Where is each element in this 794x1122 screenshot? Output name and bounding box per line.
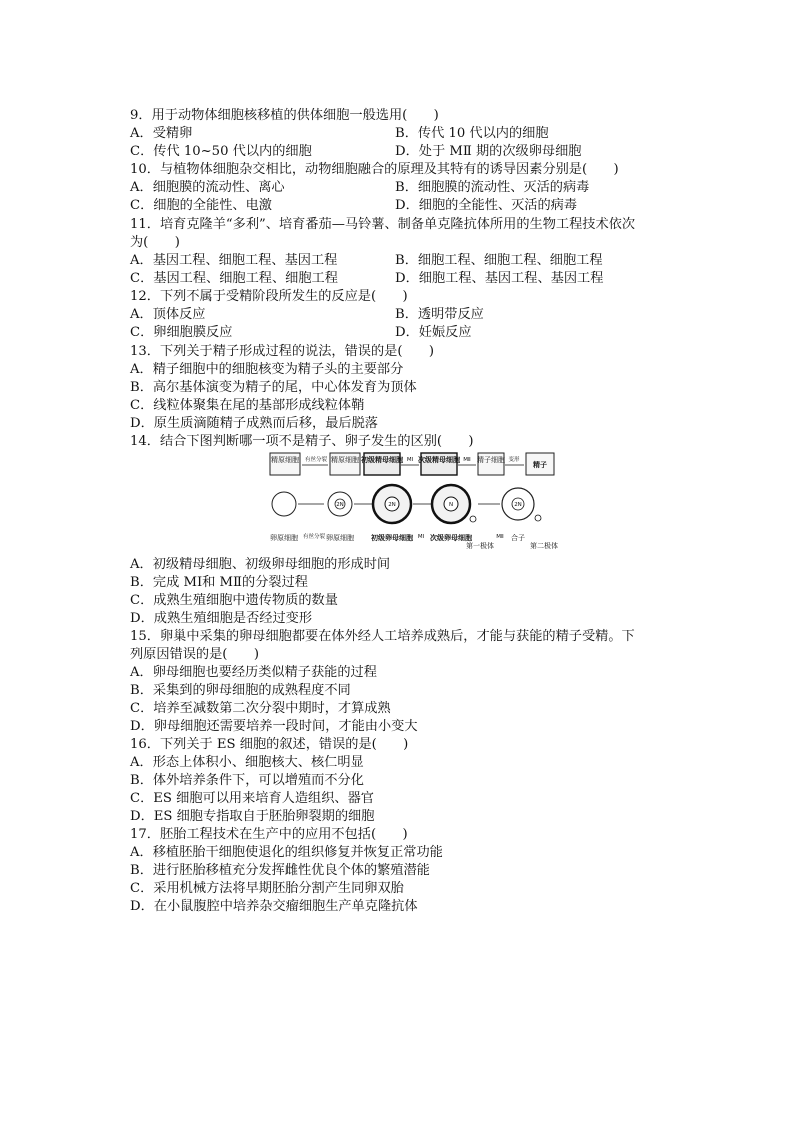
question-11-stem-line-1: 11．培育克隆羊“多利”、培育番茄—马铃薯、制备单克隆抗体所用的生物工程技术依次 xyxy=(130,217,636,232)
question-11-options-row-1 xyxy=(130,252,670,270)
first-polar-body xyxy=(470,516,476,522)
egg-label-9: 第二极体 xyxy=(530,542,558,550)
q11-option-d: D．细胞工程、基因工程、基因工程 xyxy=(395,271,604,286)
q10-option-b: B．细胞膜的流动性、灭活的病毒 xyxy=(395,180,590,195)
q10-option-d: D．细胞的全能性、灭活的病毒 xyxy=(395,198,578,213)
sperm-label-1: 有丝分裂 xyxy=(304,457,328,463)
sperm-label-4: MⅠ xyxy=(406,457,414,463)
egg-label-8: 合子 xyxy=(511,534,525,542)
q17-option-d: D．在小鼠腹腔中培养杂交瘤细胞生产单克隆抗体 xyxy=(130,899,418,914)
question-16-stem: 16．下列关于 ES 细胞的叙述，错误的是( ) xyxy=(130,737,409,752)
sperm-label-8: 变形 xyxy=(508,457,520,463)
q12-option-c: C．卵细胞膜反应 xyxy=(130,325,233,340)
q15-option-b: B．采集到的卵母细胞的成熟程度不同 xyxy=(130,683,351,698)
question-17-stem: 17．胚胎工程技术在生产中的应用不包括( ) xyxy=(130,827,408,842)
q17-option-a: A．移植胚胎干细胞使退化的组织修复并恢复正常功能 xyxy=(130,845,443,860)
egg-label-1: 有丝分裂 xyxy=(302,534,326,540)
question-10-stem: 10．与植物体细胞杂交相比，动物细胞融合的原理及其特有的诱导因素分别是( ) xyxy=(130,162,619,177)
sperm-label-5: 次级精母细胞 xyxy=(418,456,460,464)
oogonium-cell xyxy=(272,492,296,516)
sperm-label-9: 精子 xyxy=(533,461,547,469)
question-10-options-row-1 xyxy=(130,179,670,197)
q9-option-d: D．处于 MⅡ 期的次级卵母细胞 xyxy=(395,144,582,159)
egg-label-4: MⅠ xyxy=(417,534,425,540)
cell-label-3: 2N xyxy=(514,502,522,508)
sperm-label-6: MⅡ xyxy=(463,457,471,463)
q11-option-b: B．细胞工程、细胞工程、细胞工程 xyxy=(395,253,603,268)
q9-option-a: A．受精卵 xyxy=(130,126,193,141)
question-9-options-row-1 xyxy=(130,125,670,143)
q16-option-c: C．ES 细胞可以用来培育人造组织、器官 xyxy=(130,791,374,806)
q13-option-d: D．原生质滴随精子成熟而后移，最后脱落 xyxy=(130,416,378,431)
q17-option-b: B．进行胚胎移植充分发挥雌性优良个体的繁殖潜能 xyxy=(130,863,430,878)
q17-option-c: C．采用机械方法将早期胚胎分割产生同卵双胎 xyxy=(130,881,404,896)
q11-option-c: C．基因工程、细胞工程、细胞工程 xyxy=(130,271,338,286)
sperm-label-0: 精原细胞 xyxy=(271,456,299,464)
cell-label-2: N xyxy=(448,502,454,508)
q12-option-d: D．妊娠反应 xyxy=(395,325,472,340)
question-10-options-row-2 xyxy=(130,197,670,215)
q12-option-b: B．透明带反应 xyxy=(395,307,484,322)
egg-label-6: 第一极体 xyxy=(466,542,494,550)
q14-option-a: A．初级精母细胞、初级卵母细胞的形成时间 xyxy=(130,557,391,572)
q13-option-a: A．精子细胞中的细胞核变为精子头的主要部分 xyxy=(130,362,404,377)
q14-option-c: C．成熟生殖细胞中遗传物质的数量 xyxy=(130,593,338,608)
sperm-label-7: 精子细胞 xyxy=(477,456,505,464)
q10-option-c: C．细胞的全能性、电激 xyxy=(130,198,272,213)
egg-label-row xyxy=(270,532,558,550)
q10-option-a: A．细胞膜的流动性、离心 xyxy=(130,180,285,195)
cell-label-0: 2N xyxy=(336,502,344,508)
q15-option-c: C．培养至减数第二次分裂中期时，才算成熟 xyxy=(130,701,391,716)
q9-option-b: B．传代 10 代以内的细胞 xyxy=(395,126,549,141)
q14-option-b: B．完成 MⅠ和 MⅡ的分裂过程 xyxy=(130,575,308,590)
question-12-stem: 12．下列不属于受精阶段所发生的反应是( ) xyxy=(130,289,408,304)
question-13-stem: 13．下列关于精子形成过程的说法，错误的是( ) xyxy=(130,344,435,359)
q15-option-d: D．卵母细胞还需要培养一段时间，才能由小变大 xyxy=(130,719,418,734)
q16-option-a: A．形态上体积小、细胞核大、核仁明显 xyxy=(130,755,364,770)
question-15-stem-line-1: 15．卵巢中采集的卵母细胞都要在体外经人工培养成熟后，才能与获能的精子受精。下 xyxy=(130,629,635,644)
question-11-stem-line-2: 为( ) xyxy=(130,235,180,250)
q12-option-a: A．顶体反应 xyxy=(130,307,206,322)
sperm-label-2: 精原细胞 xyxy=(331,456,359,464)
q15-option-a: A．卵母细胞也要经历类似精子获能的过程 xyxy=(130,665,377,680)
q9-option-c: C．传代 10~50 代以内的细胞 xyxy=(130,144,312,159)
gametogenesis-diagram xyxy=(268,452,558,556)
question-12-options-row-1 xyxy=(130,306,670,324)
egg-label-0: 卵原细胞 xyxy=(270,534,298,542)
egg-label-3: 初级卵母细胞 xyxy=(371,534,413,542)
cell-label-1: 2N xyxy=(388,502,396,508)
q13-option-c: C．线粒体聚集在尾的基部形成线粒体鞘 xyxy=(130,398,365,413)
q16-option-b: B．体外培养条件下，可以增殖而不分化 xyxy=(130,773,364,788)
q14-option-d: D．成熟生殖细胞是否经过变形 xyxy=(130,611,313,626)
question-11-options-row-2 xyxy=(130,270,670,288)
question-9-stem: 9．用于动物体细胞核移植的供体细胞一般选用( ) xyxy=(130,108,439,123)
question-9-options-row-2 xyxy=(130,143,670,161)
q11-option-a: A．基因工程、细胞工程、基因工程 xyxy=(130,253,338,268)
sperm-label-3: 初级精母细胞 xyxy=(361,456,403,464)
second-polar-body xyxy=(535,515,541,521)
q16-option-d: D．ES 细胞专指取自于胚胎卵裂期的细胞 xyxy=(130,809,375,824)
sperm-row xyxy=(270,453,554,475)
egg-label-5: 次级卵母细胞 xyxy=(430,534,472,542)
q13-option-b: B．高尔基体演变为精子的尾，中心体发育为顶体 xyxy=(130,380,417,395)
question-15-stem-line-2: 列原因错误的是( ) xyxy=(130,647,259,662)
egg-cells-row xyxy=(272,485,541,523)
question-12-options-row-2 xyxy=(130,324,670,342)
question-14-stem: 14．结合下图判断哪一项不是精子、卵子发生的区别( ) xyxy=(130,434,474,449)
egg-label-2: 卵原细胞 xyxy=(326,534,354,542)
egg-label-7: MⅡ xyxy=(496,534,504,540)
